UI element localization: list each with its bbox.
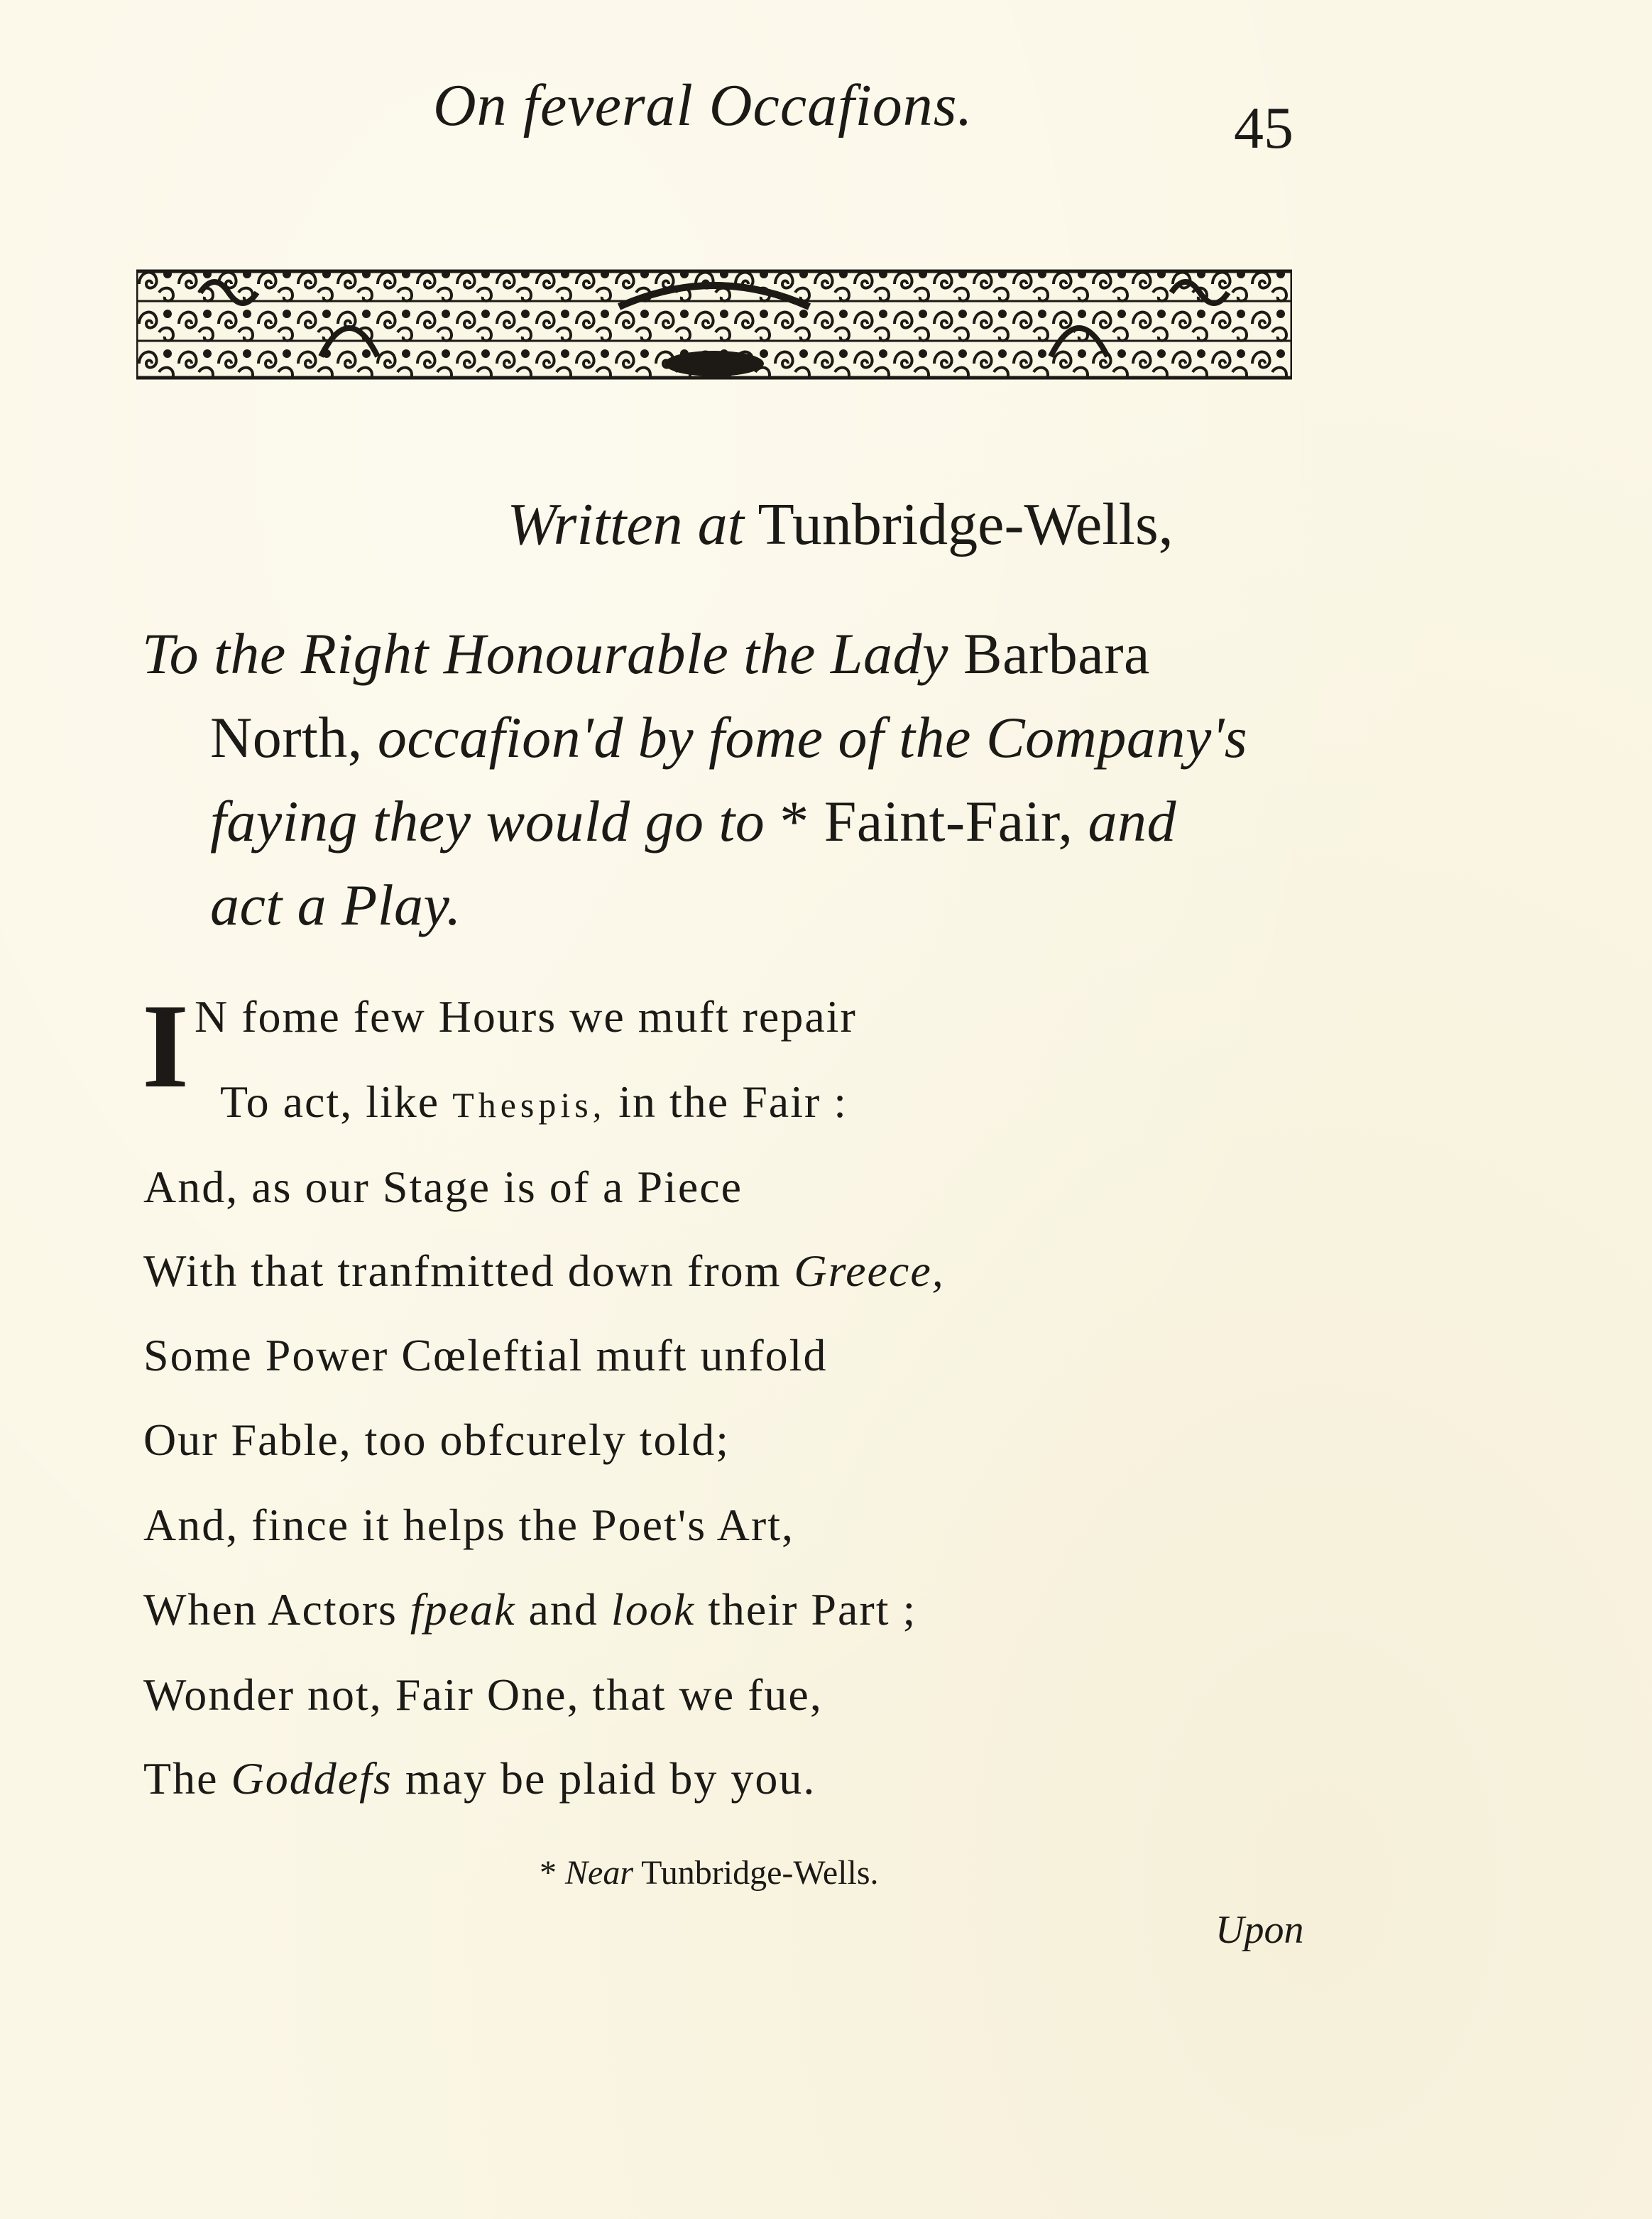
running-head: On feveral Occafions. (433, 72, 973, 138)
poem-text: their Part ; (708, 1584, 917, 1635)
poem-line: Our Fable, too obfcurely told; (143, 1414, 731, 1465)
catchword: Upon (1215, 1908, 1304, 1952)
poem-text: may be plaid by you. (405, 1753, 816, 1804)
poem-text: With that tranfmitted down from (143, 1245, 782, 1296)
poem-text: When Actors (143, 1584, 398, 1635)
poem-line (143, 1583, 917, 1636)
title-italic: Written at (507, 491, 745, 557)
dedication-place: * Faint-Fair, (779, 789, 1073, 854)
dedication-text: occafion'd by fome of the Company's (377, 705, 1248, 770)
poem-name: Thespis, (452, 1085, 606, 1125)
poem-italic: Goddefs (231, 1753, 393, 1804)
poem-line: Wonder not, Fair One, that we fue, (143, 1669, 823, 1720)
poem-line (143, 1245, 945, 1297)
dedication-line-2 (142, 696, 1320, 780)
dedication-name: North, (210, 705, 363, 770)
poem-line (143, 1752, 816, 1805)
dedication (142, 612, 1320, 947)
page-number: 45 (1234, 95, 1293, 161)
poem-italic: fpeak (410, 1584, 516, 1635)
poem-line (220, 1076, 848, 1128)
dedication-text: faying they would go to (210, 789, 765, 854)
footnote-text: Tunbridge-Wells. (641, 1854, 879, 1892)
poem-italic: Greece, (794, 1245, 945, 1296)
poem-italic: look (611, 1584, 696, 1635)
poem-line: N fome few Hours we muft repair (195, 991, 857, 1042)
poem-line: And, fince it helps the Poet's Art, (143, 1500, 794, 1550)
poem-text: The (143, 1753, 219, 1804)
drop-cap: I (142, 979, 190, 1113)
dedication-line-4 (142, 863, 1320, 947)
ornamental-headpiece (136, 264, 1292, 385)
poem-text: in the Fair : (618, 1076, 848, 1127)
title-place: Tunbridge-Wells, (757, 491, 1174, 557)
dedication-line-1 (142, 612, 1320, 696)
poem-line: And, as our Stage is of a Piece (143, 1162, 743, 1212)
poem-title (0, 490, 1652, 559)
poem-line: Some Power Cœleftial muft unfold (143, 1330, 828, 1380)
footnote-marker: * (540, 1854, 557, 1892)
footnote (540, 1853, 879, 1892)
dedication-text: act a Play. (210, 873, 461, 937)
poem-text: To act, like (220, 1076, 440, 1127)
poem-text: and (528, 1584, 598, 1635)
dedication-name: Barbara (963, 621, 1150, 686)
dedication-text: To the Right Honourable the Lady (142, 621, 948, 686)
dedication-text: and (1088, 789, 1176, 854)
footnote-italic: Near (565, 1854, 633, 1892)
dedication-line-3 (142, 780, 1320, 863)
